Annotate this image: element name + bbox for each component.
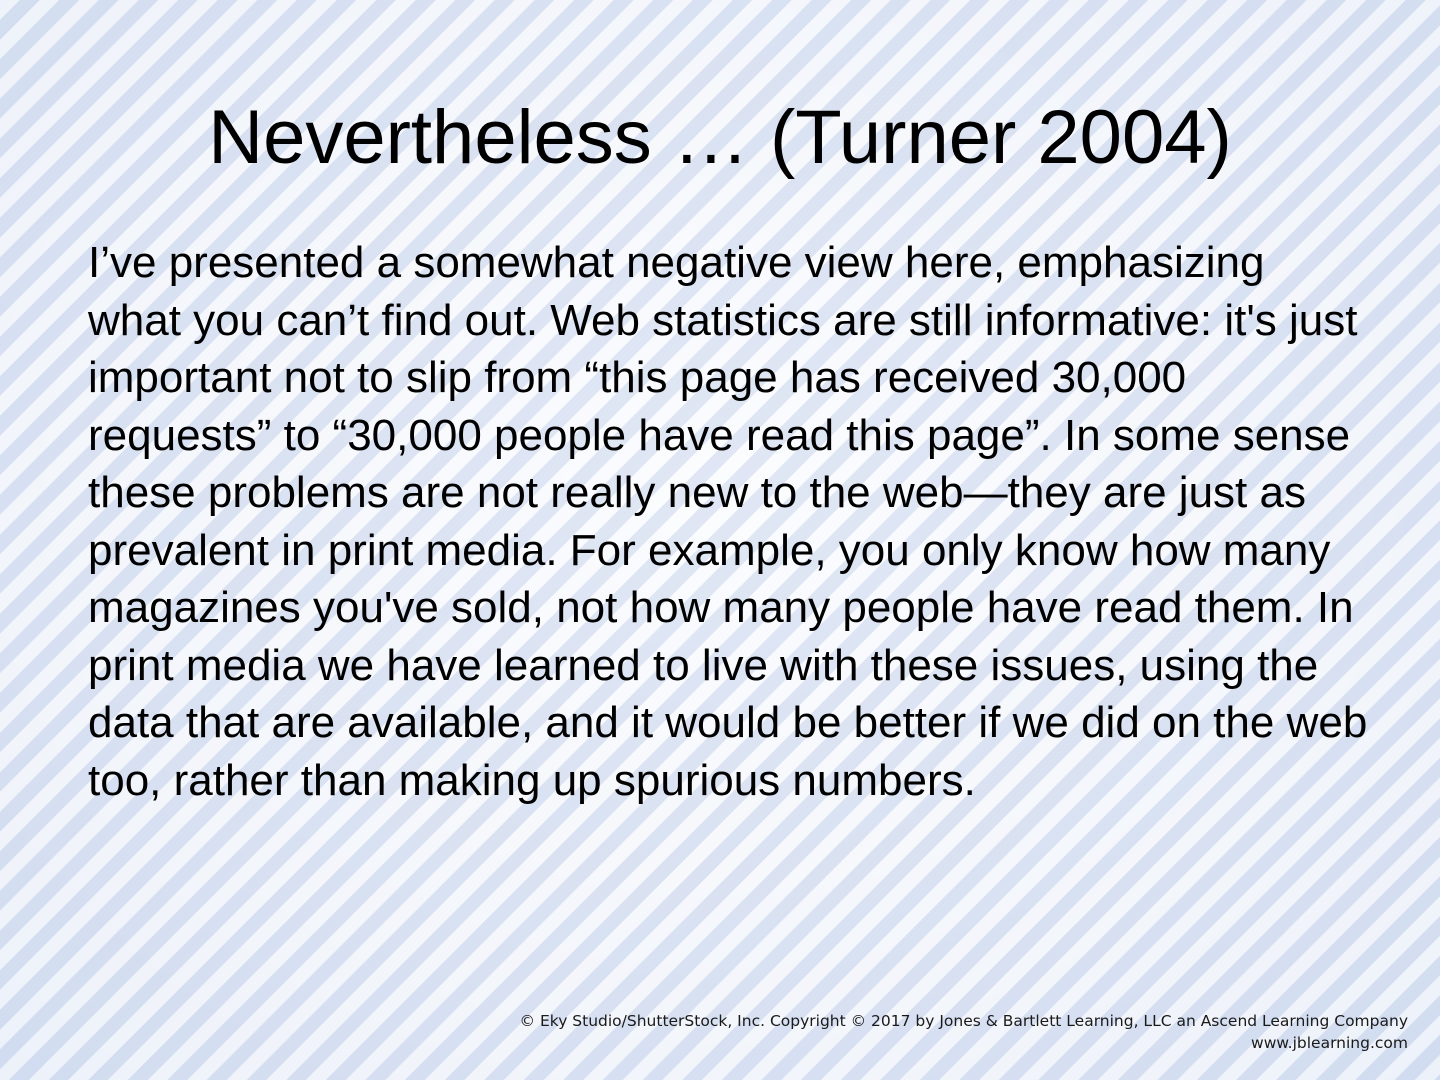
slide-title: Nevertheless … (Turner 2004) xyxy=(208,95,1232,180)
footer-url: www.jblearning.com xyxy=(1251,1034,1408,1052)
footer-copyright: © Eky Studio/ShutterStock, Inc. Copyright © 2017 by Jones & Bartlett Learning, LLC an Ascend Learning Company xyxy=(519,1012,1408,1030)
slide-body-text: I’ve presented a somewhat negative view here, emphasizing what you can’t find out. Web statistics are still informative: it's just important not to slip from “this page has received 30,000 requests” to “30,000 people have read this page”. In some sense these problems are not really new to the web—they are just as prevalent in print media. For example, you only know how many magazines you've sold, not how many people have read them. In print media we have learned to live with these issues, using the data that are available, and it would be better if we did on the web too, rather than making up spurious numbers. xyxy=(88,238,1368,805)
footer xyxy=(520,1010,1408,1054)
